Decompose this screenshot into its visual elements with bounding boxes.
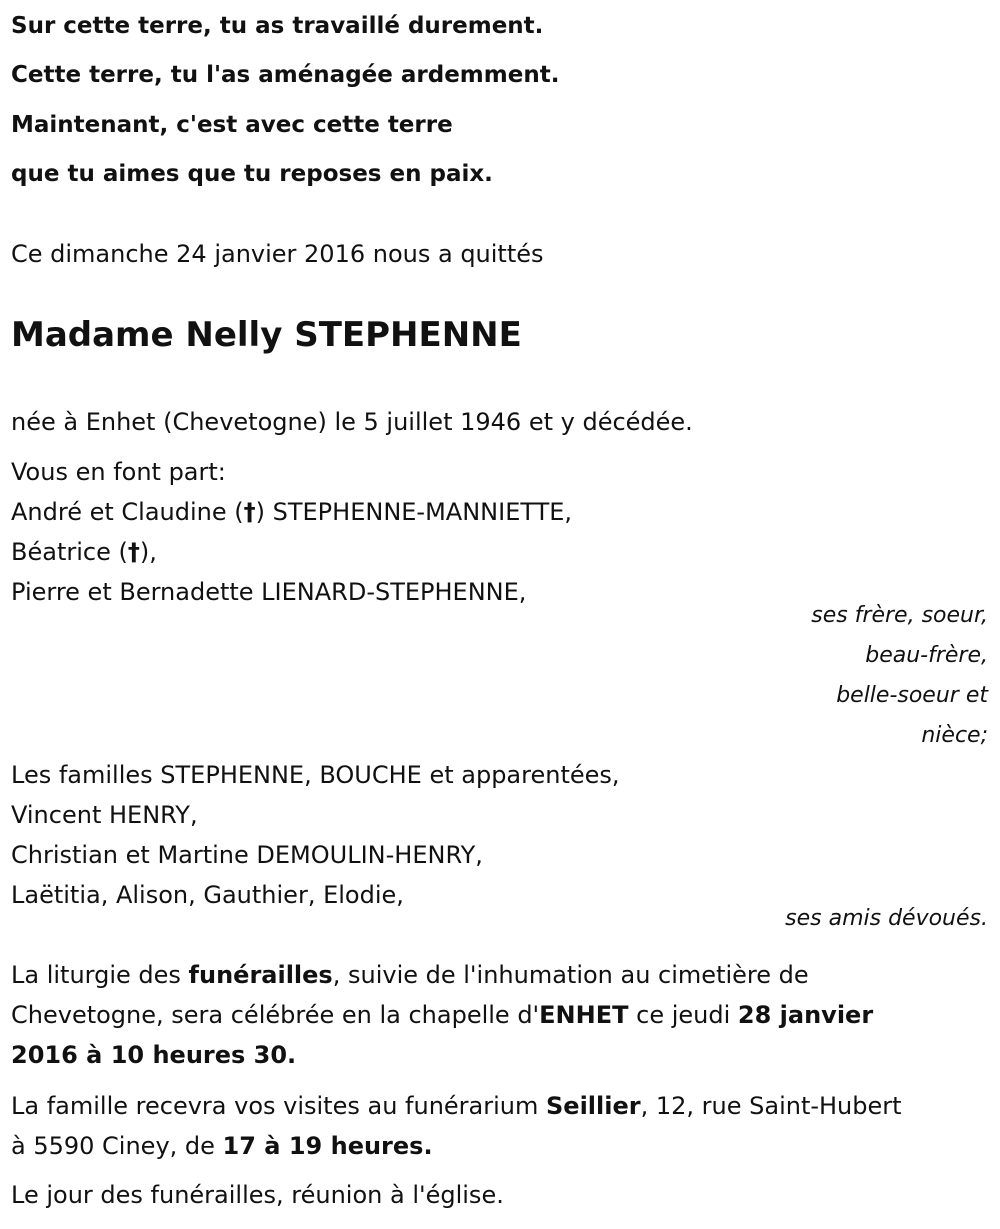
funeral-text-a: La liturgie des xyxy=(11,961,189,989)
deceased-name: Madame Nelly STEPHENNE xyxy=(11,315,522,355)
family-line-3: Pierre et Bernadette LIENARD-STEPHENNE, xyxy=(11,578,527,606)
funeral-text-b: , suivie de l'inhumation au cimetière de xyxy=(332,961,809,989)
intro-line: Vous en font part: xyxy=(11,458,226,486)
family-line-2 xyxy=(11,537,157,567)
relation-line-2: beau-frère, xyxy=(865,643,988,668)
closing-line: Le jour des funérailles, réunion à l'église. xyxy=(11,1181,504,1209)
poem-line-4: que tu aimes que tu reposes en paix. xyxy=(11,161,493,187)
funeral-place: ENHET xyxy=(539,1001,629,1029)
visits-text-b: à 5590 Ciney, de xyxy=(11,1132,223,1160)
family-line-1-text-a: André et Claudine ( xyxy=(11,498,244,526)
visits-line-2 xyxy=(11,1131,433,1161)
family-line-2-text-b: ), xyxy=(139,538,157,566)
poem-line-1: Sur cette terre, tu as travaillé durement. xyxy=(11,13,544,39)
funeral-line-3 xyxy=(11,1040,296,1070)
funeral-time: 2016 à 10 heures 30. xyxy=(11,1041,297,1069)
funeral-text-c: Chevetogne, sera célébrée en la chapelle d' xyxy=(11,1001,540,1029)
funeral-line-2 xyxy=(11,1000,873,1030)
visits-text-a: La famille recevra vos visites au funérarium xyxy=(11,1092,546,1120)
funeral-date: 28 janvier xyxy=(737,1001,874,1029)
family2-line-3: Christian et Martine DEMOULIN-HENRY, xyxy=(11,841,483,869)
family-line-1-text-b: ) STEPHENNE-MANNIETTE, xyxy=(255,498,573,526)
friends-relation: ses amis dévoués. xyxy=(785,906,988,931)
poem-line-3: Maintenant, c'est avec cette terre xyxy=(11,112,453,138)
cross-icon: † xyxy=(127,538,140,566)
family-line-2-text-a: Béatrice ( xyxy=(11,538,128,566)
poem-line-2: Cette terre, tu l'as aménagée ardemment. xyxy=(11,62,560,88)
relation-line-1: ses frère, soeur, xyxy=(811,603,988,628)
relation-line-3: belle-soeur et xyxy=(836,683,988,708)
birth-death-line: née à Enhet (Chevetogne) le 5 juillet 1946 et y décédée. xyxy=(11,408,693,436)
visits-hours: 17 à 19 heures. xyxy=(222,1132,433,1160)
family2-line-1: Les familles STEPHENNE, BOUCHE et apparentées, xyxy=(11,761,620,789)
relation-line-4: nièce; xyxy=(921,723,988,748)
funerarium-name: Seillier xyxy=(546,1092,641,1120)
family2-line-4: Laëtitia, Alison, Gauthier, Elodie, xyxy=(11,881,404,909)
visits-address: , 12, rue Saint-Hubert xyxy=(640,1092,902,1120)
funeral-line-1 xyxy=(11,960,809,990)
funeral-text-d: ce jeudi xyxy=(628,1001,738,1029)
announcement: Ce dimanche 24 janvier 2016 nous a quittés xyxy=(11,240,544,268)
family2-line-2: Vincent HENRY, xyxy=(11,801,198,829)
family-line-1 xyxy=(11,497,572,527)
cross-icon: † xyxy=(243,498,256,526)
visits-line-1 xyxy=(11,1091,902,1121)
funeral-keyword: funérailles xyxy=(188,961,333,989)
